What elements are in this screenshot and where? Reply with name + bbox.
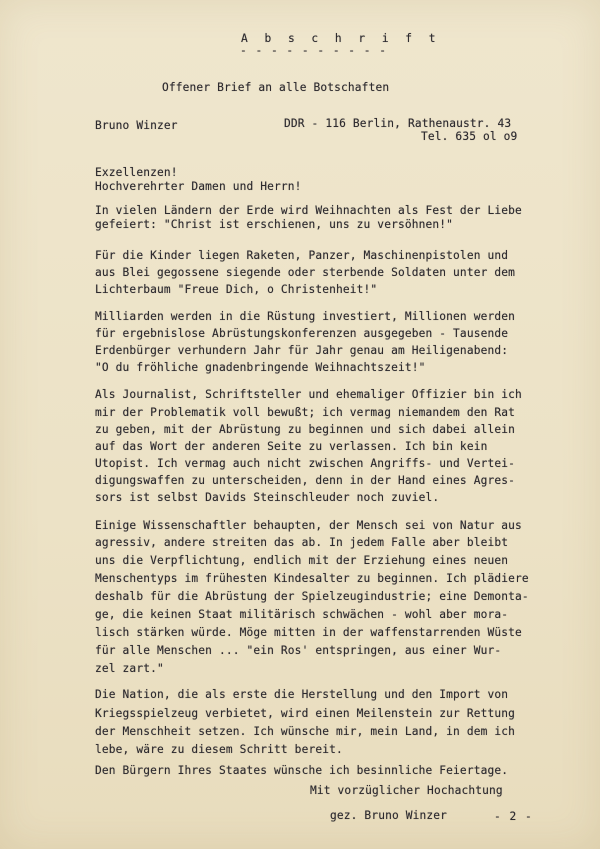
body-line: sors ist selbst Davids Steinschleuder noch zuviel.: [95, 491, 440, 504]
body-line: gefeiert: "Christ ist erschienen, uns zu versöhnen!": [95, 218, 454, 231]
title-underline: - - - - - - - - - -: [240, 44, 387, 57]
body-line: Die Nation, die als erste die Herstellung und den Import von: [95, 688, 509, 701]
body-line: zu geben, mit der Abrüstung zu beginnen und sich dabei allein: [95, 423, 516, 436]
body-line: mir der Problematik voll bewußt; ich vermag niemandem den Rat: [95, 406, 516, 419]
body-line: deshalb für die Abrüstung der Spielzeugindustrie; eine Demonta-: [95, 590, 529, 603]
salutation-line: Hochverehrter Damen und Herrn!: [95, 180, 302, 193]
letter-subject: Offener Brief an alle Botschaften: [162, 81, 390, 94]
body-line: Den Bürgern Ihres Staates wünsche ich besinnliche Feiertage.: [95, 764, 509, 777]
body-line: ge, die keinen Staat militärisch schwächen - wohl aber mora-: [95, 608, 509, 621]
body-line: aus Blei gegossene siegende oder sterbende Soldaten unter dem: [95, 266, 516, 279]
body-line: der Menschheit setzen. Ich wünsche mir, mein Land, in dem ich: [95, 725, 516, 738]
body-line: "O du fröhliche gnadenbringende Weihnachtszeit!": [95, 361, 426, 374]
body-line: Einige Wissenschaftler behaupten, der Mensch sei von Natur aus: [95, 519, 522, 532]
body-line: lisch stärken würde. Möge mitten in der waffenstarrenden Wüste: [95, 626, 522, 639]
body-line: für ergebnislose Abrüstungskonferenzen ausgegeben - Tausende: [95, 327, 509, 340]
body-line: Kriegsspielzeug verbietet, wird einen Meilenstein zur Rettung: [95, 707, 516, 720]
body-line: lebe, wäre zu diesem Schritt bereit.: [95, 743, 343, 756]
body-line: Als Journalist, Schriftsteller und ehemaliger Offizier bin ich: [95, 388, 522, 401]
body-line: In vielen Ländern der Erde wird Weihnachten als Fest der Liebe: [95, 204, 522, 217]
body-line: uns die Verpflichtung, endlich mit der Erziehung eines neuen: [95, 554, 509, 567]
body-line: zel zart.": [95, 662, 164, 675]
body-line: Lichterbaum "Freue Dich, o Christenheit!": [95, 283, 378, 296]
sender-name: Bruno Winzer: [95, 119, 178, 132]
sender-address: DDR - 116 Berlin, Rathenaustr. 43: [284, 117, 512, 130]
body-line: Für die Kinder liegen Raketen, Panzer, Maschinenpistolen und: [95, 249, 509, 262]
body-line: Menschentyps im frühesten Kindesalter zu beginnen. Ich plädiere: [95, 572, 529, 585]
closing-regards: Mit vorzüglicher Hochachtung: [310, 784, 503, 797]
body-line: agressiv, andere streiten das ab. In jedem Falle aber bleibt: [95, 536, 509, 549]
body-line: für alle Menschen ... "ein Ros' entspringen, aus einer Wur-: [95, 644, 502, 657]
body-line: digungswaffen zu unterscheiden, denn in der Hand eines Agres-: [95, 474, 516, 487]
body-line: auf das Wort der anderen Seite zu verlassen. Ich bin kein: [95, 440, 488, 453]
page-number: - 2 -: [494, 810, 533, 823]
sender-phone: Tel. 635 ol o9: [421, 130, 518, 143]
body-line: Erdenbürger verhundern Jahr für Jahr genau am Heiligenabend:: [95, 344, 509, 357]
body-line: Utopist. Ich vermag auch nicht zwischen Angriffs- und Vertei-: [95, 457, 516, 470]
body-line: Milliarden werden in die Rüstung investiert, Millionen werden: [95, 310, 516, 323]
signature: gez. Bruno Winzer: [330, 809, 448, 822]
document-title: A b s c h r i f t: [241, 32, 441, 45]
salutation-line: Exzellenzen!: [95, 166, 178, 179]
